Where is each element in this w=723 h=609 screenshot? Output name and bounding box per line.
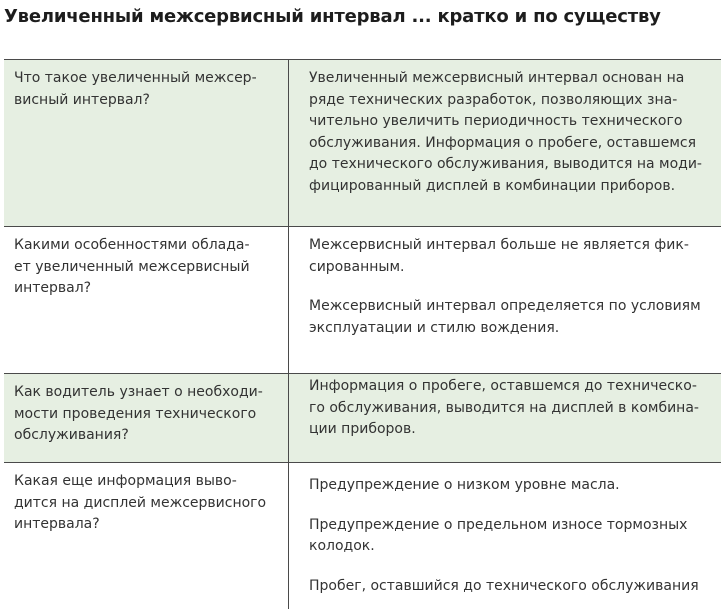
answer-paragraph: [309, 68, 717, 197]
question-line: интервал?: [14, 280, 92, 296]
answer-line: Предупреждение о низком уровне масла.: [309, 477, 620, 493]
answer-line: Увеличенный межсервисный интервал основан на: [309, 70, 685, 86]
question-cell: [4, 463, 289, 609]
faq-table: [4, 59, 721, 609]
answer-cell: [289, 227, 721, 373]
answer-line: обслуживания. Информация о пробеге, оставшемся: [309, 134, 697, 151]
question-line: висный интервал?: [14, 91, 150, 108]
answer-line: ции приборов.: [309, 421, 416, 437]
answer-line: сированным.: [309, 258, 405, 275]
answer-line: ряде технических разработок, позволяющих зна-: [309, 91, 678, 108]
answer-paragraph: [309, 515, 717, 558]
answer-line: Межсервисный интервал определяется по условиям: [309, 298, 701, 314]
table-row: [4, 227, 721, 374]
question-line: интервала?: [14, 516, 100, 532]
page-title: Увеличенный межсервисный интервал ... кратко и по существу: [4, 6, 661, 27]
question-cell: [4, 227, 289, 373]
answer-cell: [289, 60, 721, 226]
answer-line: фицированный дисплей в комбинации приборов.: [309, 177, 676, 194]
answer-paragraph: [309, 576, 717, 598]
question-line: Какая еще информация выво-: [14, 473, 237, 489]
answer-line: эксплуатации и стилю вождения.: [309, 319, 560, 336]
answer-line: Пробег, оставшийся до технического обслуживания: [309, 577, 699, 594]
question-line: ет увеличенный межсервисный: [14, 258, 250, 275]
answer-line: го обслуживания, выводится на дисплей в комбина-: [309, 399, 699, 416]
question-line: дится на дисплей межсервисного: [14, 494, 267, 511]
answer-line: чительно увеличить периодичность технического: [309, 113, 683, 129]
question-line: обслуживания?: [14, 427, 129, 443]
answer-cell: [289, 463, 721, 609]
answer-paragraph: [309, 235, 717, 278]
table-row: [4, 463, 721, 609]
question-line: Что такое увеличенный межсер-: [14, 70, 257, 86]
question-line: мости проведения технического: [14, 405, 257, 422]
answer-line: Предупреждение о предельном износе тормозных: [309, 516, 688, 533]
question-line: Какими особенностями облада-: [14, 237, 250, 253]
answer-line: Информация о пробеге, оставшемся до техническо-: [309, 378, 697, 394]
answer-paragraph: [309, 376, 717, 441]
question-line: Как водитель узнает о необходи-: [14, 384, 263, 400]
question-cell: [4, 374, 289, 462]
answer-paragraph: [309, 296, 717, 339]
answer-line: Межсервисный интервал больше не является фик-: [309, 237, 689, 253]
answer-line: колодок.: [309, 538, 375, 554]
question-cell: [4, 60, 289, 226]
answer-cell: [289, 374, 721, 462]
answer-line: до технического обслуживания, выводится на моди-: [309, 156, 702, 172]
table-row: [4, 60, 721, 227]
table-row: [4, 374, 721, 463]
answer-paragraph: [309, 475, 717, 497]
